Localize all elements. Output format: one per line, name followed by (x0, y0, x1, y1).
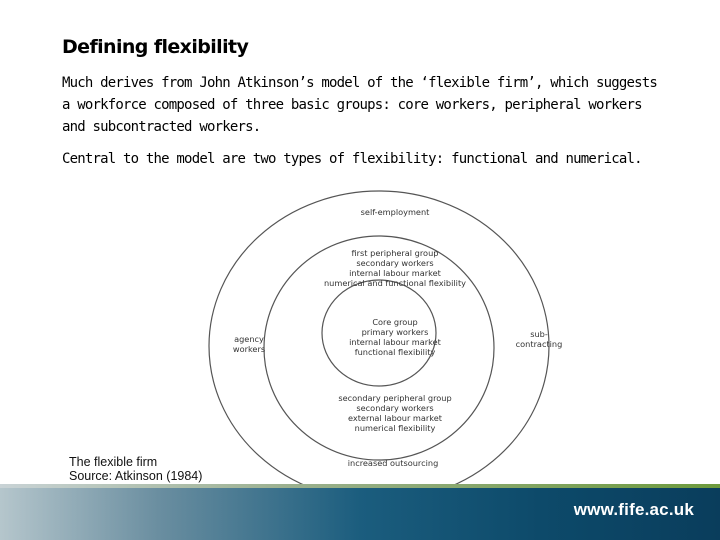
first-peripheral-line-4: numerical and functional flexibility (323, 278, 467, 288)
core-line-1: Core group (372, 317, 418, 327)
caption-title: The flexible firm (69, 455, 158, 469)
secondary-peripheral-line-4: numerical flexibility (354, 423, 436, 433)
caption-source: Source: Atkinson (1984) (69, 469, 203, 483)
slide-title: Defining flexibility (62, 36, 249, 58)
core-line-4: functional flexibility (354, 347, 436, 357)
flexibility-paragraph: Central to the model are two types of flexibility: functional and numerical. (62, 151, 642, 167)
flexible-firm-diagram (181, 183, 581, 498)
core-line-2: primary workers (361, 327, 429, 337)
agency-workers-line-2: workers (232, 344, 266, 354)
flexible-firm-svg (181, 183, 581, 498)
secondary-peripheral-line-3: external labour market (347, 413, 443, 423)
subcontracting-line-2: contracting (515, 339, 563, 349)
first-peripheral-line-1: first peripheral group (351, 248, 439, 258)
diagram-caption (69, 455, 202, 483)
agency-workers-line-1: agency (234, 334, 264, 344)
core-line-3: internal labour market (349, 337, 441, 347)
intro-paragraph: Much derives from John Atkinson’s model of the ‘flexible firm’, which suggests a workforce composed of three basic groups: core workers, peripheral workers and subcontracted workers. (62, 75, 658, 135)
footer-bar (0, 484, 720, 540)
subcontracting-line-1: sub- (530, 329, 548, 339)
footer-website-link[interactable]: www.fife.ac.uk (573, 500, 694, 519)
increased-outsourcing-label: increased outsourcing (347, 458, 439, 468)
secondary-peripheral-line-2: secondary workers (356, 403, 434, 413)
first-peripheral-line-3: internal labour market (349, 268, 441, 278)
self-employment-label: self-employment (360, 207, 430, 217)
first-peripheral-line-2: secondary workers (356, 258, 434, 268)
secondary-peripheral-line-1: secondary peripheral group (338, 393, 452, 403)
